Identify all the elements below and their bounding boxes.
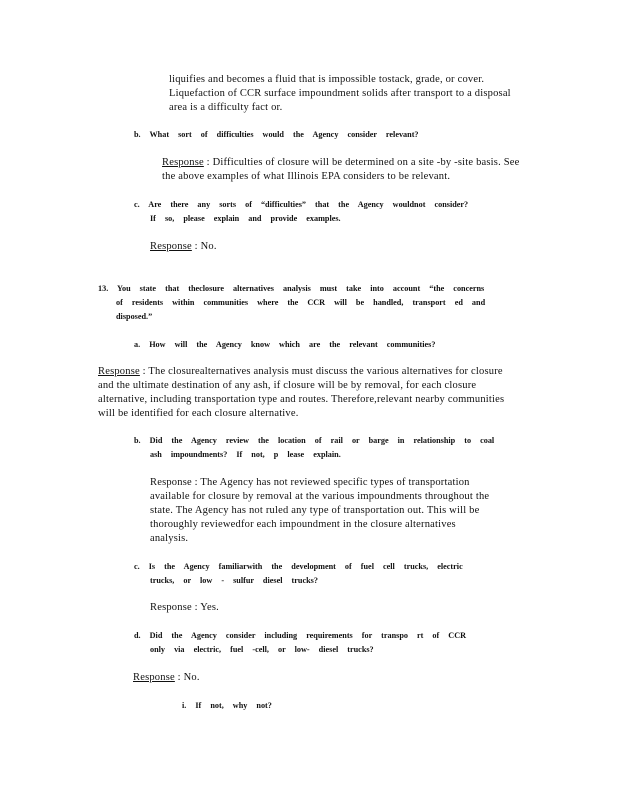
response-label: Response (133, 672, 175, 683)
response-13a-line-4: will be identified for each closure alternative. (98, 408, 299, 419)
response-13d: Response : No. (133, 672, 200, 683)
response-13a-line-2: and the ultimate destination of any ash, if closure will be by removal, for each closure (98, 380, 477, 391)
response-13b-line-4: thoroughly reviewedfor each impoundment in the closure alternatives (150, 519, 456, 530)
response-13a-line-3: alternative, including transportation type and routes. Therefore,relevant nearby communities (98, 394, 505, 405)
response-label: Response (162, 157, 204, 168)
question-13b: b. Did the Agency review the location of rail or barge in relationship to coal (134, 436, 495, 445)
question-13c-line-2: trucks, or low - sulfur diesel trucks? (150, 576, 318, 585)
question-13d-line-2: only via electric, fuel -cell, or low- diesel trucks? (150, 645, 374, 654)
question-13a: a. How will the Agency know which are the relevant communities? (134, 340, 436, 349)
question-13d: d. Did the Agency consider including requirements for transpo rt of CCR (134, 631, 467, 640)
response-label: Response (150, 241, 192, 252)
question-13-line-3: disposed.” (116, 312, 153, 321)
response-13a-line-1: Response : The closurealternatives analysis must discuss the various alternatives for closure (98, 366, 503, 377)
response-label: Response (98, 366, 140, 377)
response-13b-line-5: analysis. (150, 533, 189, 544)
response-13b-line-3: state. The Agency has not ruled any type of transportation out. This will be (150, 505, 480, 516)
question-c: c. Are there any sorts of “difficulties” that the Agency wouldnot consider? (134, 200, 469, 209)
response-13c: Response : Yes. (150, 602, 219, 613)
question-13-line-2: of residents within communities where the CCR will be handled, transport ed and (116, 298, 486, 307)
response-13b-line-1: Response : The Agency has not reviewed specific types of transportation (150, 477, 470, 488)
response-b-line-1: Response : Difficulties of closure will be determined on a site -by -site basis. See (162, 157, 520, 168)
question-13c: c. Is the Agency familiarwith the development of fuel cell trucks, electric (134, 562, 463, 571)
response-b-line-2: the above examples of what Illinois EPA considers to be relevant. (162, 171, 451, 182)
question-b: b. What sort of difficulties would the Agency consider relevant? (134, 130, 419, 139)
question-13d-i: i. If not, why not? (182, 701, 272, 710)
question-13: 13. You state that theclosure alternatives analysis must take into account “the concerns (98, 284, 485, 293)
body-text-line: liquifies and becomes a fluid that is impossible tostack, grade, or cover. (169, 74, 485, 85)
body-text-line: area is a difficulty fact or. (169, 102, 283, 113)
question-c-line-2: If so, please explain and provide examples. (150, 214, 341, 223)
response-13b-line-2: available for closure by removal at the various impoundments throughout the (150, 491, 490, 502)
response-c: Response : No. (150, 241, 217, 252)
body-text-line: Liquefaction of CCR surface impoundment solids after transport to a disposal (169, 88, 511, 99)
question-13b-line-2: ash impoundments? If not, p lease explain. (150, 450, 341, 459)
